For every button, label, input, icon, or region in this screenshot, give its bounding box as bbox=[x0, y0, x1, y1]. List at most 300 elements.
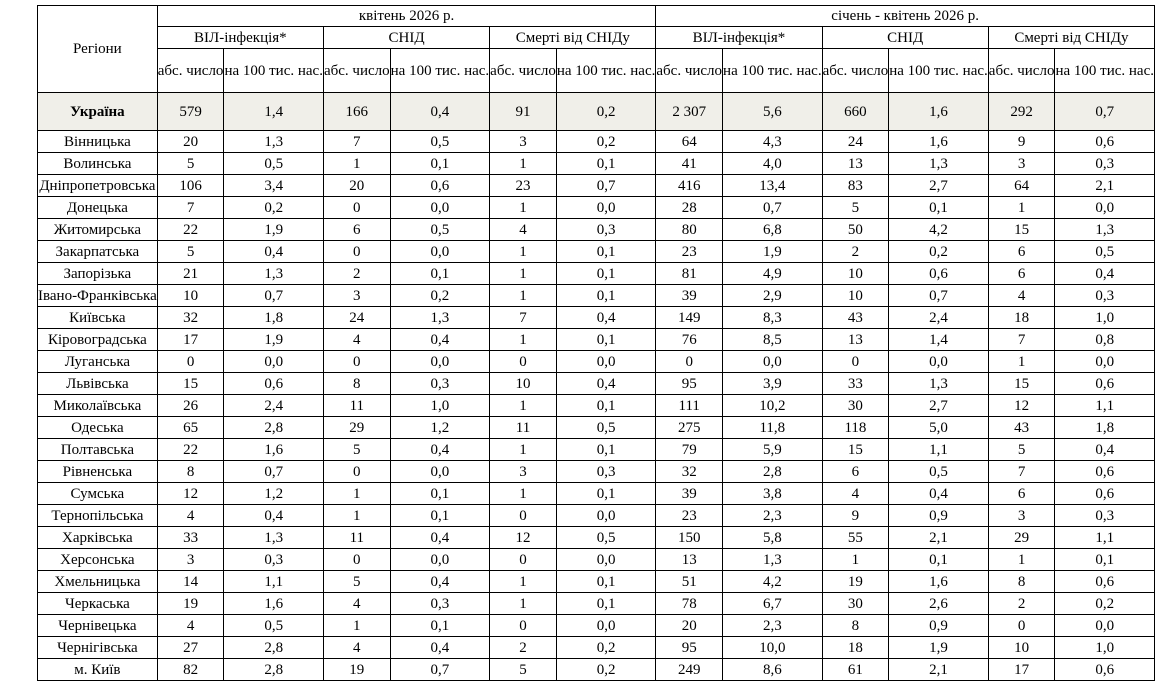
abs-value-cell: 18 bbox=[822, 637, 889, 659]
rate-value-cell: 4,3 bbox=[723, 131, 823, 153]
rate-value-cell: 0,4 bbox=[224, 505, 324, 527]
rate-value-cell: 1,3 bbox=[224, 263, 324, 285]
rate-value-cell: 10,0 bbox=[723, 637, 823, 659]
abs-value-cell: 166 bbox=[323, 93, 390, 131]
abs-value-cell: 4 bbox=[323, 637, 390, 659]
rate-value-cell: 0,4 bbox=[390, 439, 490, 461]
abs-value-cell: 1 bbox=[988, 197, 1055, 219]
region-name: Закарпатська bbox=[38, 241, 158, 263]
period-month-header: квітень 2026 р. bbox=[157, 6, 656, 27]
abs-value-cell: 15 bbox=[988, 219, 1055, 241]
abs-value-cell: 5 bbox=[323, 439, 390, 461]
abs-value-cell: 149 bbox=[656, 307, 723, 329]
rate-value-cell: 0,0 bbox=[556, 351, 656, 373]
abs-value-cell: 106 bbox=[157, 175, 224, 197]
rate-value-cell: 0,6 bbox=[1055, 571, 1155, 593]
rate-value-cell: 0,5 bbox=[889, 461, 989, 483]
abs-value-cell: 15 bbox=[822, 439, 889, 461]
rate-value-cell: 0,1 bbox=[556, 571, 656, 593]
rate-value-cell: 1,6 bbox=[224, 439, 324, 461]
abs-value-cell: 1 bbox=[490, 593, 557, 615]
table-row bbox=[38, 153, 1155, 175]
rate-value-cell: 0,0 bbox=[390, 461, 490, 483]
abs-value-cell: 416 bbox=[656, 175, 723, 197]
abs-value-cell: 4 bbox=[323, 329, 390, 351]
table-row bbox=[38, 329, 1155, 351]
subheader-abs: абс. число bbox=[157, 49, 224, 93]
abs-value-cell: 1 bbox=[490, 153, 557, 175]
rate-value-cell: 3,9 bbox=[723, 373, 823, 395]
region-name: Дніпропетровська bbox=[38, 175, 158, 197]
rate-value-cell: 2,6 bbox=[889, 593, 989, 615]
abs-value-cell: 11 bbox=[323, 527, 390, 549]
table-row bbox=[38, 351, 1155, 373]
rate-value-cell: 0,7 bbox=[556, 175, 656, 197]
rate-value-cell: 0,1 bbox=[556, 329, 656, 351]
rate-value-cell: 0,6 bbox=[1055, 131, 1155, 153]
region-name: Одеська bbox=[38, 417, 158, 439]
abs-value-cell: 39 bbox=[656, 483, 723, 505]
rate-value-cell: 0,2 bbox=[1055, 593, 1155, 615]
abs-value-cell: 1 bbox=[490, 241, 557, 263]
abs-value-cell: 22 bbox=[157, 219, 224, 241]
rate-value-cell: 0,4 bbox=[1055, 439, 1155, 461]
abs-value-cell: 2 bbox=[988, 593, 1055, 615]
rate-value-cell: 2,3 bbox=[723, 615, 823, 637]
group-header: СНІД bbox=[822, 27, 988, 49]
abs-value-cell: 249 bbox=[656, 659, 723, 681]
abs-value-cell: 33 bbox=[157, 527, 224, 549]
abs-value-cell: 8 bbox=[822, 615, 889, 637]
region-name: Волинська bbox=[38, 153, 158, 175]
rate-value-cell: 1,9 bbox=[723, 241, 823, 263]
abs-value-cell: 7 bbox=[490, 307, 557, 329]
rate-value-cell: 0,1 bbox=[556, 241, 656, 263]
region-name: Запорізька bbox=[38, 263, 158, 285]
region-name: Херсонська bbox=[38, 549, 158, 571]
abs-value-cell: 3 bbox=[988, 153, 1055, 175]
abs-value-cell: 3 bbox=[323, 285, 390, 307]
abs-value-cell: 0 bbox=[157, 351, 224, 373]
abs-value-cell: 8 bbox=[323, 373, 390, 395]
rate-value-cell: 0,1 bbox=[556, 263, 656, 285]
abs-value-cell: 9 bbox=[822, 505, 889, 527]
table-row bbox=[38, 483, 1155, 505]
abs-value-cell: 4 bbox=[822, 483, 889, 505]
abs-value-cell: 118 bbox=[822, 417, 889, 439]
rate-value-cell: 0,0 bbox=[1055, 615, 1155, 637]
rate-value-cell: 0,0 bbox=[390, 241, 490, 263]
abs-value-cell: 17 bbox=[988, 659, 1055, 681]
abs-value-cell: 1 bbox=[490, 571, 557, 593]
rate-value-cell: 0,6 bbox=[1055, 483, 1155, 505]
rate-value-cell: 0,3 bbox=[1055, 285, 1155, 307]
abs-value-cell: 32 bbox=[157, 307, 224, 329]
rate-value-cell: 0,4 bbox=[889, 483, 989, 505]
table-row bbox=[38, 131, 1155, 153]
rate-value-cell: 0,3 bbox=[390, 593, 490, 615]
table-row bbox=[38, 593, 1155, 615]
abs-value-cell: 0 bbox=[323, 241, 390, 263]
abs-value-cell: 1 bbox=[822, 549, 889, 571]
rate-value-cell: 0,0 bbox=[556, 505, 656, 527]
abs-value-cell: 8 bbox=[157, 461, 224, 483]
rate-value-cell: 3,8 bbox=[723, 483, 823, 505]
abs-value-cell: 33 bbox=[822, 373, 889, 395]
rate-value-cell: 0,1 bbox=[556, 593, 656, 615]
abs-value-cell: 13 bbox=[822, 329, 889, 351]
abs-value-cell: 61 bbox=[822, 659, 889, 681]
abs-value-cell: 8 bbox=[988, 571, 1055, 593]
rate-value-cell: 1,1 bbox=[889, 439, 989, 461]
abs-value-cell: 91 bbox=[490, 93, 557, 131]
rate-value-cell: 1,0 bbox=[1055, 637, 1155, 659]
abs-value-cell: 150 bbox=[656, 527, 723, 549]
region-name: Харківська bbox=[38, 527, 158, 549]
rate-value-cell: 0,6 bbox=[390, 175, 490, 197]
table-row bbox=[38, 197, 1155, 219]
subheader-rate: на 100 тис. нас. bbox=[889, 49, 989, 93]
region-name: Івано-Франківська bbox=[38, 285, 158, 307]
rate-value-cell: 5,9 bbox=[723, 439, 823, 461]
rate-value-cell: 1,1 bbox=[1055, 527, 1155, 549]
rate-value-cell: 1,0 bbox=[1055, 307, 1155, 329]
abs-value-cell: 64 bbox=[988, 175, 1055, 197]
abs-value-cell: 10 bbox=[157, 285, 224, 307]
rate-value-cell: 0,0 bbox=[723, 351, 823, 373]
rate-value-cell: 0,2 bbox=[556, 131, 656, 153]
abs-value-cell: 0 bbox=[490, 351, 557, 373]
abs-value-cell: 76 bbox=[656, 329, 723, 351]
rate-value-cell: 0,5 bbox=[390, 131, 490, 153]
abs-value-cell: 5 bbox=[323, 571, 390, 593]
rate-value-cell: 2,9 bbox=[723, 285, 823, 307]
rate-value-cell: 0,9 bbox=[889, 615, 989, 637]
rate-value-cell: 0,7 bbox=[224, 285, 324, 307]
subheader-abs: абс. число bbox=[822, 49, 889, 93]
table-row bbox=[38, 505, 1155, 527]
rate-value-cell: 10,2 bbox=[723, 395, 823, 417]
rate-value-cell: 11,8 bbox=[723, 417, 823, 439]
region-name: Черкаська bbox=[38, 593, 158, 615]
abs-value-cell: 0 bbox=[323, 197, 390, 219]
abs-value-cell: 80 bbox=[656, 219, 723, 241]
abs-value-cell: 0 bbox=[656, 351, 723, 373]
abs-value-cell: 21 bbox=[157, 263, 224, 285]
abs-value-cell: 50 bbox=[822, 219, 889, 241]
rate-value-cell: 1,3 bbox=[224, 131, 324, 153]
abs-value-cell: 0 bbox=[323, 549, 390, 571]
rate-value-cell: 0,1 bbox=[556, 439, 656, 461]
rate-value-cell: 0,2 bbox=[224, 197, 324, 219]
region-name: Львівська bbox=[38, 373, 158, 395]
rate-value-cell: 1,0 bbox=[390, 395, 490, 417]
rate-value-cell: 0,2 bbox=[556, 637, 656, 659]
abs-value-cell: 5 bbox=[157, 241, 224, 263]
abs-value-cell: 5 bbox=[157, 153, 224, 175]
rate-value-cell: 2,1 bbox=[1055, 175, 1155, 197]
table-row bbox=[38, 263, 1155, 285]
rate-value-cell: 8,3 bbox=[723, 307, 823, 329]
region-name: Чернігівська bbox=[38, 637, 158, 659]
group-header-row bbox=[38, 27, 1155, 49]
rate-value-cell: 1,8 bbox=[1055, 417, 1155, 439]
abs-value-cell: 4 bbox=[157, 505, 224, 527]
abs-value-cell: 51 bbox=[656, 571, 723, 593]
subheader-rate: на 100 тис. нас. bbox=[723, 49, 823, 93]
abs-value-cell: 275 bbox=[656, 417, 723, 439]
region-name: Миколаївська bbox=[38, 395, 158, 417]
rate-value-cell: 2,4 bbox=[889, 307, 989, 329]
rate-value-cell: 0,1 bbox=[390, 153, 490, 175]
abs-value-cell: 0 bbox=[490, 615, 557, 637]
rate-value-cell: 0,1 bbox=[390, 483, 490, 505]
rate-value-cell: 0,4 bbox=[556, 307, 656, 329]
region-name: Житомирська bbox=[38, 219, 158, 241]
abs-value-cell: 43 bbox=[988, 417, 1055, 439]
region-name: м. Київ bbox=[38, 659, 158, 681]
rate-value-cell: 1,2 bbox=[390, 417, 490, 439]
abs-value-cell: 81 bbox=[656, 263, 723, 285]
period-ytd-header: січень - квітень 2026 р. bbox=[656, 6, 1155, 27]
abs-value-cell: 2 bbox=[323, 263, 390, 285]
abs-value-cell: 29 bbox=[988, 527, 1055, 549]
abs-value-cell: 2 bbox=[822, 241, 889, 263]
rate-value-cell: 0,0 bbox=[556, 549, 656, 571]
region-name: Рівненська bbox=[38, 461, 158, 483]
rate-value-cell: 0,4 bbox=[390, 637, 490, 659]
abs-value-cell: 83 bbox=[822, 175, 889, 197]
abs-value-cell: 10 bbox=[822, 263, 889, 285]
rate-value-cell: 1,6 bbox=[889, 93, 989, 131]
rate-value-cell: 0,9 bbox=[889, 505, 989, 527]
abs-value-cell: 20 bbox=[157, 131, 224, 153]
rate-value-cell: 0,1 bbox=[390, 263, 490, 285]
rate-value-cell: 0,1 bbox=[556, 483, 656, 505]
rate-value-cell: 0,4 bbox=[390, 571, 490, 593]
rate-value-cell: 2,1 bbox=[889, 527, 989, 549]
rate-value-cell: 2,7 bbox=[889, 175, 989, 197]
rate-value-cell: 0,5 bbox=[556, 417, 656, 439]
rate-value-cell: 0,2 bbox=[556, 93, 656, 131]
abs-value-cell: 579 bbox=[157, 93, 224, 131]
abs-value-cell: 64 bbox=[656, 131, 723, 153]
total-row bbox=[38, 93, 1155, 131]
rate-value-cell: 1,9 bbox=[889, 637, 989, 659]
table-row bbox=[38, 285, 1155, 307]
abs-value-cell: 1 bbox=[988, 549, 1055, 571]
abs-value-cell: 10 bbox=[490, 373, 557, 395]
table-row bbox=[38, 571, 1155, 593]
abs-value-cell: 24 bbox=[323, 307, 390, 329]
abs-value-cell: 15 bbox=[157, 373, 224, 395]
rate-value-cell: 0,3 bbox=[1055, 505, 1155, 527]
rate-value-cell: 1,9 bbox=[224, 329, 324, 351]
region-name: Київська bbox=[38, 307, 158, 329]
abs-value-cell: 5 bbox=[490, 659, 557, 681]
rate-value-cell: 4,9 bbox=[723, 263, 823, 285]
rate-value-cell: 2,8 bbox=[224, 659, 324, 681]
abs-value-cell: 11 bbox=[490, 417, 557, 439]
rate-value-cell: 0,7 bbox=[390, 659, 490, 681]
abs-value-cell: 3 bbox=[988, 505, 1055, 527]
subheader-abs: абс. число bbox=[656, 49, 723, 93]
rate-value-cell: 4,2 bbox=[889, 219, 989, 241]
rate-value-cell: 1,4 bbox=[224, 93, 324, 131]
subheader-abs: абс. число bbox=[323, 49, 390, 93]
abs-value-cell: 1 bbox=[490, 263, 557, 285]
abs-value-cell: 5 bbox=[822, 197, 889, 219]
abs-value-cell: 4 bbox=[988, 285, 1055, 307]
abs-value-cell: 3 bbox=[490, 131, 557, 153]
group-header: ВІЛ-інфекція* bbox=[157, 27, 323, 49]
rate-value-cell: 1,3 bbox=[390, 307, 490, 329]
rate-value-cell: 0,5 bbox=[224, 615, 324, 637]
rate-value-cell: 1,6 bbox=[889, 131, 989, 153]
abs-value-cell: 23 bbox=[490, 175, 557, 197]
table-row bbox=[38, 637, 1155, 659]
abs-value-cell: 32 bbox=[656, 461, 723, 483]
abs-value-cell: 1 bbox=[490, 439, 557, 461]
abs-value-cell: 79 bbox=[656, 439, 723, 461]
rate-value-cell: 2,7 bbox=[889, 395, 989, 417]
rate-value-cell: 13,4 bbox=[723, 175, 823, 197]
rate-value-cell: 5,6 bbox=[723, 93, 823, 131]
rate-value-cell: 0,4 bbox=[390, 527, 490, 549]
group-header: СНІД bbox=[323, 27, 489, 49]
rate-value-cell: 0,1 bbox=[390, 505, 490, 527]
table-row bbox=[38, 549, 1155, 571]
rate-value-cell: 1,1 bbox=[1055, 395, 1155, 417]
rate-value-cell: 1,9 bbox=[224, 219, 324, 241]
table-row bbox=[38, 175, 1155, 197]
group-header: Смерті від СНІДу bbox=[988, 27, 1154, 49]
abs-value-cell: 1 bbox=[988, 351, 1055, 373]
table-row bbox=[38, 461, 1155, 483]
rate-value-cell: 0,4 bbox=[1055, 263, 1155, 285]
region-name: Тернопільська bbox=[38, 505, 158, 527]
rate-value-cell: 4,2 bbox=[723, 571, 823, 593]
table-body bbox=[38, 93, 1155, 681]
abs-value-cell: 0 bbox=[822, 351, 889, 373]
rate-value-cell: 0,7 bbox=[723, 197, 823, 219]
rate-value-cell: 0,0 bbox=[1055, 197, 1155, 219]
rate-value-cell: 0,3 bbox=[556, 219, 656, 241]
abs-value-cell: 17 bbox=[157, 329, 224, 351]
rate-value-cell: 0,1 bbox=[889, 197, 989, 219]
rate-value-cell: 4,0 bbox=[723, 153, 823, 175]
rate-value-cell: 0,1 bbox=[556, 395, 656, 417]
abs-value-cell: 82 bbox=[157, 659, 224, 681]
abs-value-cell: 10 bbox=[988, 637, 1055, 659]
abs-value-cell: 12 bbox=[988, 395, 1055, 417]
abs-value-cell: 65 bbox=[157, 417, 224, 439]
hiv-statistics-table bbox=[37, 5, 1155, 681]
abs-value-cell: 1 bbox=[490, 395, 557, 417]
rate-value-cell: 0,1 bbox=[889, 549, 989, 571]
abs-value-cell: 660 bbox=[822, 93, 889, 131]
table-row bbox=[38, 439, 1155, 461]
abs-value-cell: 0 bbox=[323, 461, 390, 483]
rate-value-cell: 0,3 bbox=[1055, 153, 1155, 175]
abs-value-cell: 292 bbox=[988, 93, 1055, 131]
rate-value-cell: 1,3 bbox=[1055, 219, 1155, 241]
table-row bbox=[38, 417, 1155, 439]
region-name: Вінницька bbox=[38, 131, 158, 153]
abs-value-cell: 6 bbox=[323, 219, 390, 241]
rate-value-cell: 0,1 bbox=[556, 153, 656, 175]
rate-value-cell: 0,7 bbox=[889, 285, 989, 307]
abs-value-cell: 4 bbox=[323, 593, 390, 615]
abs-value-cell: 41 bbox=[656, 153, 723, 175]
rate-value-cell: 0,4 bbox=[556, 373, 656, 395]
abs-value-cell: 0 bbox=[988, 615, 1055, 637]
abs-value-cell: 1 bbox=[323, 153, 390, 175]
abs-value-cell: 0 bbox=[490, 505, 557, 527]
abs-value-cell: 23 bbox=[656, 505, 723, 527]
abs-value-cell: 19 bbox=[822, 571, 889, 593]
abs-value-cell: 4 bbox=[157, 615, 224, 637]
rate-value-cell: 2,3 bbox=[723, 505, 823, 527]
abs-value-cell: 1 bbox=[490, 285, 557, 307]
abs-value-cell: 10 bbox=[822, 285, 889, 307]
abs-value-cell: 1 bbox=[323, 505, 390, 527]
group-header: Смерті від СНІДу bbox=[490, 27, 656, 49]
abs-value-cell: 55 bbox=[822, 527, 889, 549]
abs-value-cell: 0 bbox=[490, 549, 557, 571]
region-name: Сумська bbox=[38, 483, 158, 505]
abs-value-cell: 22 bbox=[157, 439, 224, 461]
region-name: Україна bbox=[38, 93, 158, 131]
rate-value-cell: 6,7 bbox=[723, 593, 823, 615]
abs-value-cell: 3 bbox=[490, 461, 557, 483]
rate-value-cell: 0,6 bbox=[1055, 659, 1155, 681]
abs-value-cell: 7 bbox=[323, 131, 390, 153]
abs-value-cell: 19 bbox=[323, 659, 390, 681]
rate-value-cell: 1,1 bbox=[224, 571, 324, 593]
rate-value-cell: 0,2 bbox=[889, 241, 989, 263]
table-row bbox=[38, 395, 1155, 417]
rate-value-cell: 6,8 bbox=[723, 219, 823, 241]
rate-value-cell: 0,3 bbox=[224, 549, 324, 571]
abs-value-cell: 19 bbox=[157, 593, 224, 615]
abs-value-cell: 1 bbox=[490, 329, 557, 351]
abs-value-cell: 0 bbox=[323, 351, 390, 373]
rate-value-cell: 8,6 bbox=[723, 659, 823, 681]
rate-value-cell: 8,5 bbox=[723, 329, 823, 351]
abs-value-cell: 14 bbox=[157, 571, 224, 593]
abs-value-cell: 30 bbox=[822, 395, 889, 417]
abs-value-cell: 5 bbox=[988, 439, 1055, 461]
regions-column-header: Регіони bbox=[38, 6, 158, 93]
region-name: Луганська bbox=[38, 351, 158, 373]
abs-value-cell: 26 bbox=[157, 395, 224, 417]
rate-value-cell: 0,0 bbox=[556, 615, 656, 637]
region-name: Чернівецька bbox=[38, 615, 158, 637]
region-name: Донецька bbox=[38, 197, 158, 219]
region-name: Полтавська bbox=[38, 439, 158, 461]
rate-value-cell: 0,0 bbox=[390, 197, 490, 219]
rate-value-cell: 0,0 bbox=[889, 351, 989, 373]
abs-value-cell: 13 bbox=[822, 153, 889, 175]
rate-value-cell: 0,5 bbox=[1055, 241, 1155, 263]
abs-value-cell: 15 bbox=[988, 373, 1055, 395]
rate-value-cell: 0,8 bbox=[1055, 329, 1155, 351]
abs-value-cell: 18 bbox=[988, 307, 1055, 329]
subheader-rate: на 100 тис. нас. bbox=[556, 49, 656, 93]
abs-value-cell: 7 bbox=[988, 461, 1055, 483]
subheader-row bbox=[38, 49, 1155, 93]
